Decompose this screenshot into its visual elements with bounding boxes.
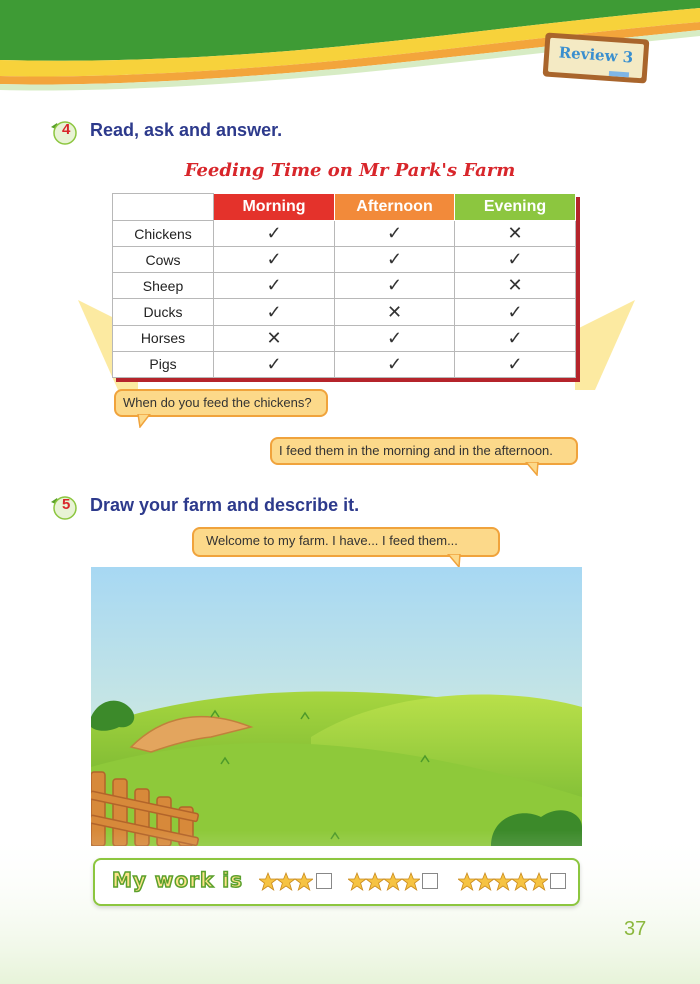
feed-mark bbox=[335, 273, 455, 299]
feed-mark bbox=[335, 299, 455, 325]
feed-mark-symbol: ✓ bbox=[507, 327, 523, 348]
animal-name: Horses bbox=[113, 325, 214, 351]
feed-mark-symbol: ✓ bbox=[266, 223, 282, 244]
animal-name: Pigs bbox=[113, 351, 214, 377]
bottom-decoration bbox=[0, 830, 700, 984]
feed-mark bbox=[455, 299, 576, 325]
feed-mark bbox=[214, 273, 335, 299]
table-row bbox=[113, 221, 576, 247]
exercise-4-number: 4 bbox=[62, 121, 71, 138]
exercise-5-number: 5 bbox=[62, 496, 71, 513]
answer-speech-bubble bbox=[270, 437, 578, 465]
prompt-text: Welcome to my farm. I have... I feed them... bbox=[206, 533, 458, 548]
question-speech-bubble bbox=[114, 389, 328, 417]
feed-mark-symbol: ✕ bbox=[507, 275, 523, 296]
feed-mark-symbol: ✓ bbox=[266, 249, 282, 270]
farm-drawing-area[interactable] bbox=[91, 567, 582, 846]
feed-mark-symbol: ✓ bbox=[507, 249, 523, 270]
animal-name: Cows bbox=[113, 247, 214, 273]
star-icon bbox=[402, 873, 420, 890]
table-row bbox=[113, 247, 576, 273]
feed-mark-symbol: ✓ bbox=[266, 301, 282, 322]
bubble-tail-icon bbox=[136, 414, 152, 428]
feed-mark bbox=[214, 221, 335, 247]
star-icon bbox=[295, 873, 313, 890]
star-icon bbox=[366, 873, 384, 890]
feed-mark bbox=[214, 325, 335, 351]
column-header-morning: Morning bbox=[214, 194, 335, 221]
table-row bbox=[113, 351, 576, 377]
star-icon bbox=[259, 873, 277, 890]
star-icon bbox=[348, 873, 366, 890]
feed-mark-symbol: ✓ bbox=[386, 249, 403, 270]
table-header-row bbox=[113, 194, 576, 221]
five-star-checkbox[interactable] bbox=[550, 873, 566, 889]
bubble-tail-icon bbox=[446, 554, 462, 568]
feed-mark bbox=[455, 221, 576, 247]
table-title: Feeding Time on Mr Park's Farm bbox=[184, 160, 516, 181]
three-star-rating bbox=[259, 872, 313, 892]
table-row bbox=[113, 299, 576, 325]
star-icon bbox=[277, 873, 295, 890]
star-icon bbox=[530, 873, 548, 890]
star-icon bbox=[476, 873, 494, 890]
feed-mark bbox=[455, 351, 576, 377]
header-blank-cell bbox=[113, 194, 214, 221]
feed-mark-symbol: ✕ bbox=[386, 301, 403, 322]
question-text: When do you feed the chickens? bbox=[123, 395, 312, 410]
decorative-light-beam-right bbox=[575, 300, 635, 390]
four-star-checkbox[interactable] bbox=[422, 873, 438, 889]
feed-mark bbox=[455, 247, 576, 273]
star-icon bbox=[384, 873, 402, 890]
prompt-speech-bubble bbox=[192, 527, 500, 557]
feed-mark-symbol: ✕ bbox=[507, 223, 523, 244]
feed-mark bbox=[214, 299, 335, 325]
animal-name: Sheep bbox=[113, 273, 214, 299]
exercise-5-title: Draw your farm and describe it. bbox=[90, 495, 360, 515]
feed-mark-symbol: ✓ bbox=[507, 301, 523, 322]
star-icon bbox=[494, 873, 512, 890]
answer-text: I feed them in the morning and in the afternoon. bbox=[279, 443, 553, 458]
feed-mark bbox=[214, 247, 335, 273]
animal-name: Ducks bbox=[113, 299, 214, 325]
feed-mark-symbol: ✓ bbox=[386, 223, 403, 244]
three-star-checkbox[interactable] bbox=[316, 873, 332, 889]
feed-mark-symbol: ✓ bbox=[266, 275, 282, 296]
review-label: Review 3 bbox=[558, 43, 634, 67]
animal-name: Chickens bbox=[113, 221, 214, 247]
feed-mark bbox=[335, 221, 455, 247]
four-star-rating bbox=[348, 872, 420, 892]
feed-mark-symbol: ✕ bbox=[266, 327, 282, 348]
five-star-rating bbox=[458, 872, 548, 892]
feed-mark bbox=[335, 351, 455, 377]
feed-mark-symbol: ✓ bbox=[507, 353, 523, 374]
feed-mark-symbol: ✓ bbox=[386, 275, 403, 296]
feed-mark bbox=[335, 325, 455, 351]
page-number: 37 bbox=[624, 918, 647, 940]
bubble-tail-icon bbox=[524, 462, 540, 476]
table-row bbox=[113, 273, 576, 299]
feed-mark-symbol: ✓ bbox=[386, 353, 403, 374]
table-row bbox=[113, 325, 576, 351]
star-icon bbox=[458, 873, 476, 890]
exercise-4-title: Read, ask and answer. bbox=[90, 120, 283, 140]
feed-mark-symbol: ✓ bbox=[386, 327, 403, 348]
feeding-time-table bbox=[112, 193, 576, 378]
column-header-afternoon: Afternoon bbox=[335, 194, 455, 221]
feed-mark-symbol: ✓ bbox=[266, 353, 282, 374]
feed-mark bbox=[455, 273, 576, 299]
star-icon bbox=[512, 873, 530, 890]
feed-mark bbox=[214, 351, 335, 377]
feed-mark bbox=[335, 247, 455, 273]
feed-mark bbox=[455, 325, 576, 351]
rating-label: My work is bbox=[112, 868, 244, 892]
column-header-evening: Evening bbox=[455, 194, 576, 221]
